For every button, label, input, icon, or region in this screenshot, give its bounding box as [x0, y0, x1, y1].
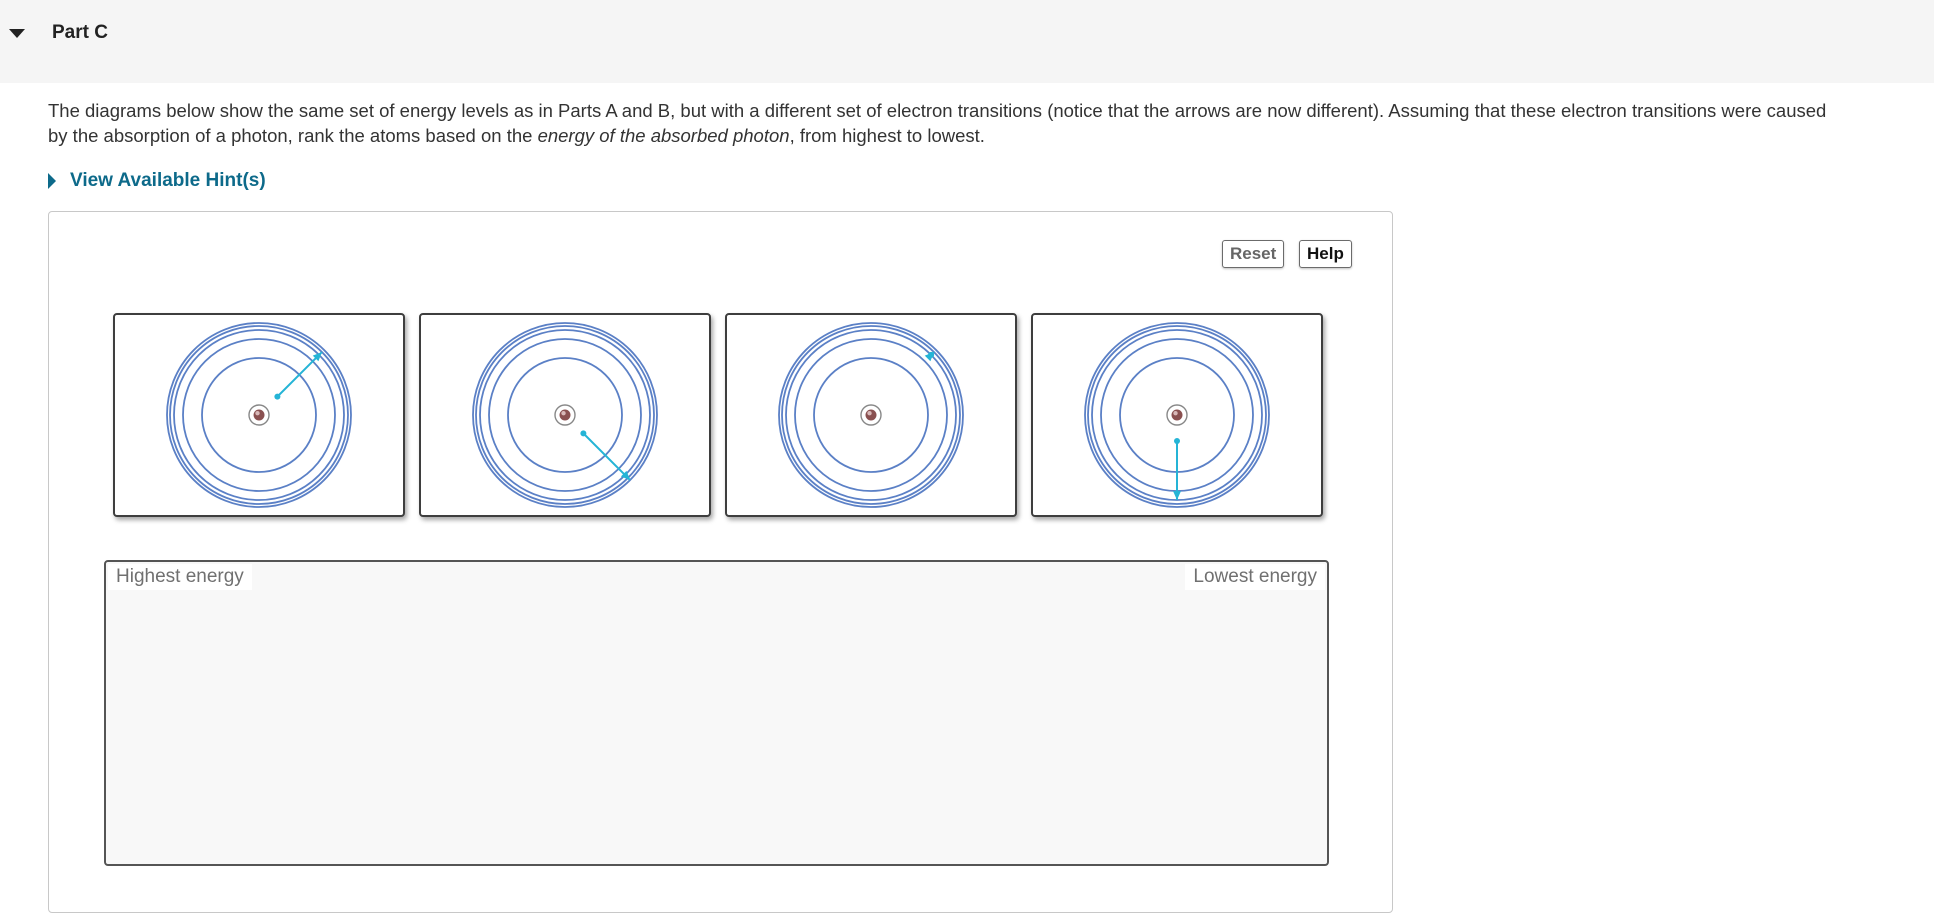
nucleus-highlight [255, 411, 259, 415]
nucleus-highlight [1173, 411, 1177, 415]
electron-dot [580, 430, 586, 436]
help-button[interactable]: Help [1299, 240, 1352, 268]
atom-tile-3[interactable] [725, 313, 1017, 517]
transition-arrow-line [583, 433, 630, 480]
highest-energy-label: Highest energy [108, 564, 252, 590]
caret-down-icon[interactable] [9, 29, 25, 38]
nucleus-icon [1172, 410, 1183, 421]
nucleus-icon [254, 410, 265, 421]
caret-right-icon [48, 173, 56, 189]
atom-tile-1[interactable] [113, 313, 405, 517]
atom-diagram-1 [115, 315, 403, 515]
part-header [0, 0, 1934, 83]
question-line-1: The diagrams below show the same set of energy levels as in Parts A and B, but with a different set of electron transitions (notice that the arrows are now different). Assuming that these electron transitions were caused [48, 100, 1827, 121]
view-hints-toggle[interactable] [48, 168, 266, 194]
nucleus-icon [560, 410, 571, 421]
atom-diagram-4 [1033, 315, 1321, 515]
nucleus-highlight [561, 411, 565, 415]
electron-dot [1174, 438, 1180, 444]
question-line-2: by the absorption of a photon, rank the atoms based on the energy of the absorbed photon, from highest to lowest. [48, 125, 985, 146]
electron-dot [274, 394, 280, 400]
nucleus-highlight [867, 411, 871, 415]
transition-arrow-line [277, 352, 322, 397]
arrowhead-icon [1173, 491, 1181, 500]
view-hints-label: View Available Hint(s) [70, 170, 266, 191]
question-emphasis: energy of the absorbed photon [537, 125, 790, 146]
part-title: Part C [52, 22, 108, 43]
atom-tile-2[interactable] [419, 313, 711, 517]
atom-diagram-2 [421, 315, 709, 515]
atom-diagram-3 [727, 315, 1015, 515]
nucleus-icon [866, 410, 877, 421]
reset-button[interactable]: Reset [1222, 240, 1284, 268]
ranking-panel [48, 211, 1393, 913]
question-text [48, 98, 1934, 148]
lowest-energy-label: Lowest energy [1185, 564, 1325, 590]
atom-tile-4[interactable] [1031, 313, 1323, 517]
ranking-drop-zone[interactable] [104, 560, 1329, 866]
